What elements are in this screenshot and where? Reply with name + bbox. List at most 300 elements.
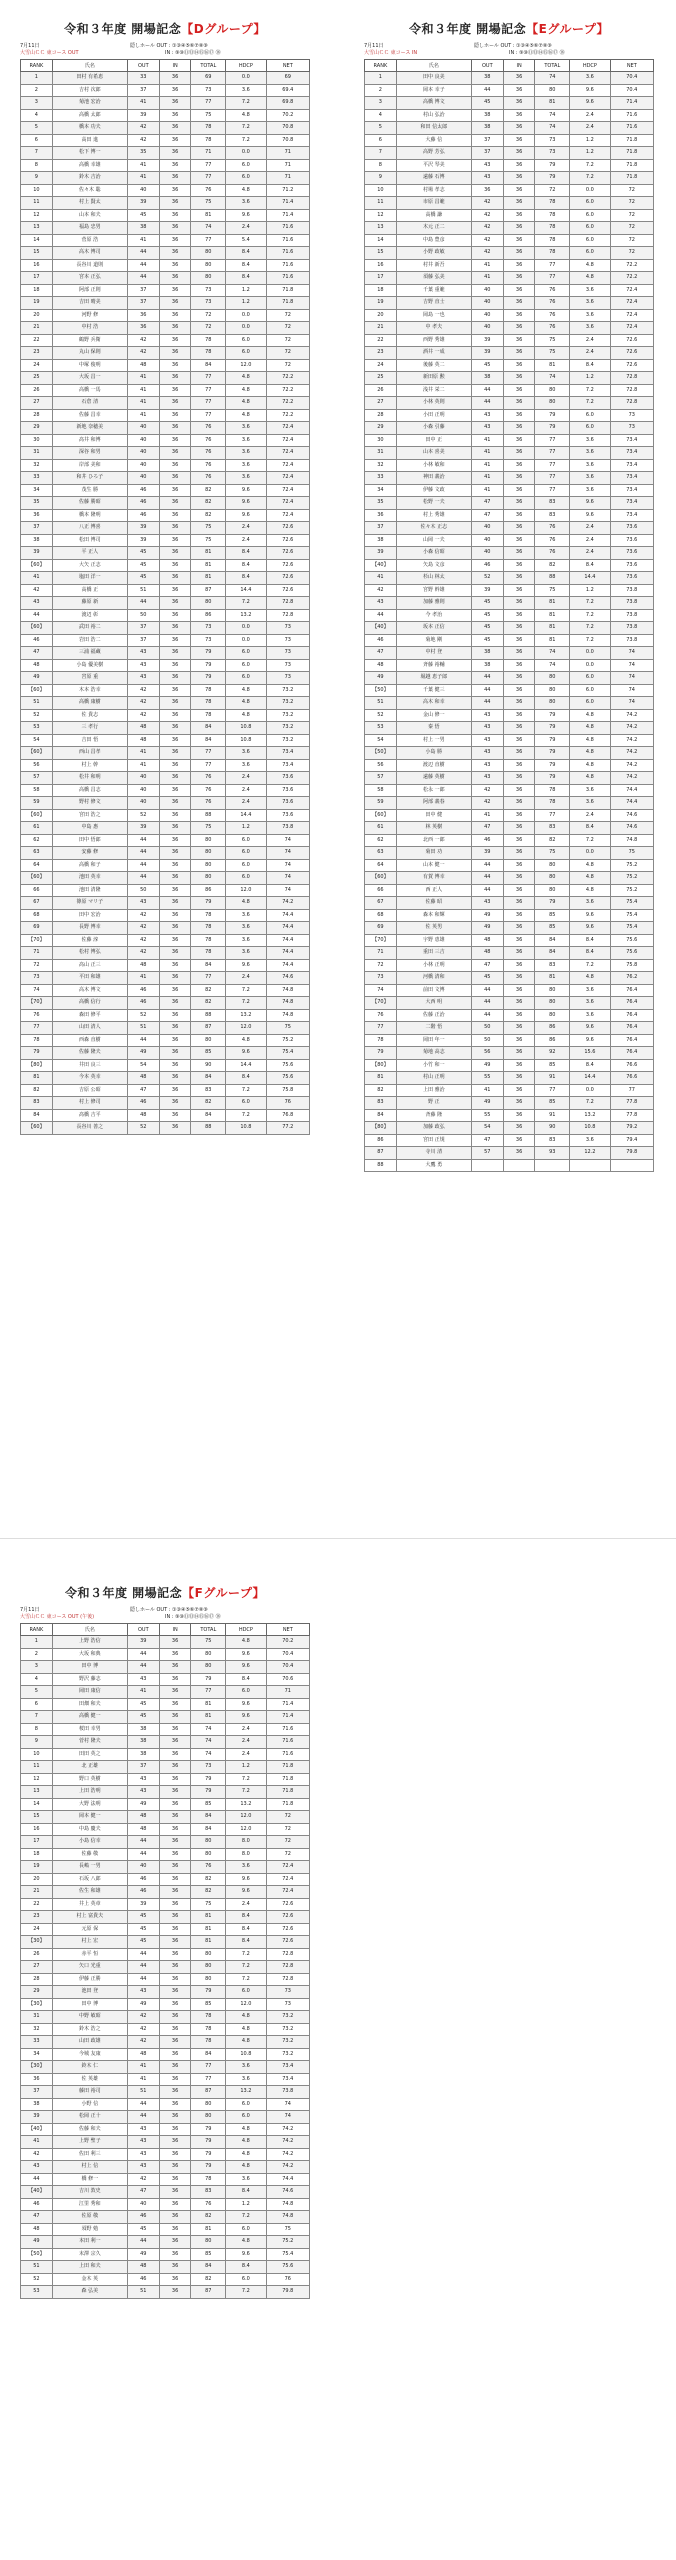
table-cell: 72.6 xyxy=(266,534,309,547)
table-cell: 42 xyxy=(471,209,503,222)
table-cell: 2.4 xyxy=(570,522,610,535)
table-cell: 53 xyxy=(21,722,53,735)
table-cell: 43 xyxy=(471,759,503,772)
table-row xyxy=(365,722,654,735)
table-cell: 71.4 xyxy=(266,1711,309,1724)
table-cell: 46 xyxy=(127,2273,159,2286)
table-row xyxy=(21,1986,310,1999)
table-row xyxy=(21,672,310,685)
table-cell: 29 xyxy=(365,422,397,435)
table-cell: 72.6 xyxy=(266,522,309,535)
table-cell: 25 xyxy=(21,372,53,385)
table-cell: 佐藤 敬 xyxy=(52,1848,127,1861)
table-cell: 4.8 xyxy=(226,2011,266,2024)
table-cell: 高橋 一馬 xyxy=(52,384,127,397)
table-cell: 78 xyxy=(365,1034,397,1047)
table-row xyxy=(21,484,310,497)
table-cell: 41 xyxy=(21,572,53,585)
table-cell: 4.8 xyxy=(226,2123,266,2136)
table-cell: 41 xyxy=(127,384,159,397)
table-cell: 小森 信昭 xyxy=(396,547,471,560)
table-row xyxy=(21,1948,310,1961)
table-cell: 45 xyxy=(471,597,503,610)
table-cell: 47 xyxy=(471,1134,503,1147)
table-cell: 46 xyxy=(21,634,53,647)
table-cell: 36 xyxy=(159,822,191,835)
table-row xyxy=(21,297,310,310)
table-cell: 三 孝行 xyxy=(52,722,127,735)
table-cell: 44 xyxy=(127,272,159,285)
table-row xyxy=(21,1786,310,1799)
table-cell: 45 xyxy=(127,547,159,560)
course-name: 大雪山ＣＣ 東コース IN xyxy=(364,50,418,56)
table-cell: 36 xyxy=(159,897,191,910)
table-cell: 9.6 xyxy=(226,1698,266,1711)
table-cell: 茂生 勝 xyxy=(52,484,127,497)
table-cell: 39 xyxy=(127,522,159,535)
table-cell: 12 xyxy=(21,1773,53,1786)
table-row xyxy=(21,2261,310,2274)
table-cell: 72 xyxy=(365,959,397,972)
table-cell: 佐藤 正治 xyxy=(396,1009,471,1022)
table-cell: 33 xyxy=(21,472,53,485)
table-cell: 76.6 xyxy=(610,1072,653,1085)
table-cell: 80 xyxy=(535,984,570,997)
table-cell: 83 xyxy=(535,509,570,522)
table-cell: 小島 優美樹 xyxy=(52,659,127,672)
table-cell: 40 xyxy=(471,297,503,310)
table-row xyxy=(21,2161,310,2174)
table-cell: 【80】 xyxy=(365,1122,397,1135)
table-cell: 36 xyxy=(159,1911,191,1924)
table-cell: 0.0 xyxy=(226,147,266,160)
table-cell: 3.6 xyxy=(570,797,610,810)
table-row xyxy=(365,1072,654,1085)
table-cell: 6.0 xyxy=(226,859,266,872)
table-cell: 36 xyxy=(159,722,191,735)
table-cell: 76 xyxy=(191,434,226,447)
table-cell: 菅村 隆夫 xyxy=(52,1736,127,1749)
table-cell: 北 正雄 xyxy=(52,1761,127,1774)
table-cell: 0.0 xyxy=(570,647,610,660)
table-cell: 西野 秀雄 xyxy=(396,334,471,347)
table-cell: 72.8 xyxy=(610,397,653,410)
table-cell: 6.0 xyxy=(226,172,266,185)
table-cell: 73.6 xyxy=(266,772,309,785)
table-cell: 46 xyxy=(127,1873,159,1886)
table-cell: 9.6 xyxy=(226,959,266,972)
table-cell: 80 xyxy=(191,1648,226,1661)
table-cell: 76.4 xyxy=(610,997,653,1010)
table-cell: 28 xyxy=(21,1973,53,1986)
table-row xyxy=(21,997,310,1010)
table-cell: 今城 友康 xyxy=(52,2048,127,2061)
table-cell: 2.4 xyxy=(226,1723,266,1736)
table-cell: 八正 博喜 xyxy=(52,522,127,535)
table-cell: 村山 弘治 xyxy=(396,109,471,122)
table-cell: 59 xyxy=(21,797,53,810)
table-row xyxy=(21,2186,310,2199)
table-row xyxy=(21,959,310,972)
table-cell: 田中 博 xyxy=(52,1661,127,1674)
table-cell: 49 xyxy=(21,672,53,685)
table-row xyxy=(21,222,310,235)
table-cell: 74.8 xyxy=(266,997,309,1010)
sheet-title xyxy=(20,20,310,37)
table-row xyxy=(365,584,654,597)
table-cell: 3.6 xyxy=(570,322,610,335)
table-cell: 36 xyxy=(503,784,535,797)
table-cell: 6.0 xyxy=(226,872,266,885)
table-row xyxy=(21,322,310,335)
title-prefix: 令和３年度 開場記念 xyxy=(408,22,527,36)
table-cell: 4.8 xyxy=(226,1636,266,1649)
table-cell: 75.6 xyxy=(266,1059,309,1072)
table-cell: 72.4 xyxy=(266,434,309,447)
table-cell: 44 xyxy=(127,872,159,885)
table-cell: 井田 良三 xyxy=(52,1059,127,1072)
table-cell: 77 xyxy=(191,172,226,185)
table-row xyxy=(21,1848,310,1861)
table-cell: 4.8 xyxy=(226,897,266,910)
table-cell: 髙井 和博 xyxy=(52,434,127,447)
table-cell: 78 xyxy=(191,122,226,135)
table-cell: 72.4 xyxy=(266,459,309,472)
table-cell: 36 xyxy=(159,934,191,947)
table-cell: 8.4 xyxy=(226,2186,266,2199)
table-cell: 47 xyxy=(21,647,53,660)
table-row xyxy=(365,847,654,860)
table-cell: 41 xyxy=(471,447,503,460)
table-row xyxy=(21,247,310,260)
table-row xyxy=(365,959,654,972)
table-cell: 43 xyxy=(471,172,503,185)
table-row xyxy=(365,972,654,985)
table-cell: 3.6 xyxy=(570,72,610,85)
table-cell: 木元 正二 xyxy=(396,222,471,235)
table-cell: 51 xyxy=(21,2261,53,2274)
table-cell: 36 xyxy=(159,272,191,285)
table-row xyxy=(365,1084,654,1097)
table-cell: 71.8 xyxy=(266,1798,309,1811)
table-cell: 59 xyxy=(365,797,397,810)
table-row xyxy=(365,947,654,960)
table-row xyxy=(21,2173,310,2186)
table-cell: 6.0 xyxy=(570,422,610,435)
table-cell: 16 xyxy=(21,1823,53,1836)
table-cell: 36 xyxy=(503,1034,535,1047)
table-cell: 8.4 xyxy=(226,1673,266,1686)
table-cell: 79 xyxy=(535,772,570,785)
table-cell: 79 xyxy=(535,159,570,172)
table-cell: 村上 秀雄 xyxy=(396,509,471,522)
table-cell: 2.4 xyxy=(570,547,610,560)
table-cell: 71.6 xyxy=(266,259,309,272)
table-cell: 73 xyxy=(266,622,309,635)
table-row xyxy=(21,1811,310,1824)
table-cell: 36 xyxy=(159,397,191,410)
table-cell: 72 xyxy=(266,309,309,322)
table-cell: 80 xyxy=(191,259,226,272)
table-cell: 石坂 八郎 xyxy=(52,1873,127,1886)
table-cell: 36 xyxy=(159,959,191,972)
table-row xyxy=(365,422,654,435)
table-cell: 14.4 xyxy=(570,572,610,585)
table-cell: 48 xyxy=(127,2048,159,2061)
table-cell: 5 xyxy=(21,1686,53,1699)
table-cell: 秦 悟 xyxy=(396,722,471,735)
table-cell: 77 xyxy=(191,759,226,772)
table-cell: 13.2 xyxy=(226,1009,266,1022)
table-cell: 71 xyxy=(266,159,309,172)
table-cell: 72.8 xyxy=(266,597,309,610)
table-cell: 斉藤 隆 xyxy=(396,1109,471,1122)
table-cell: 56 xyxy=(21,759,53,772)
table-cell: 79 xyxy=(535,897,570,910)
table-cell: 田中 正 xyxy=(396,434,471,447)
table-row xyxy=(365,97,654,110)
table-cell: 高木 和幸 xyxy=(396,697,471,710)
table-cell: 74 xyxy=(21,984,53,997)
table-cell: 67 xyxy=(365,897,397,910)
table-cell: 36 xyxy=(503,422,535,435)
column-header: RANK xyxy=(21,1624,53,1636)
table-cell: 71.4 xyxy=(610,97,653,110)
table-cell: 8.4 xyxy=(226,1923,266,1936)
table-cell: 4 xyxy=(21,1673,53,1686)
table-cell: 14.4 xyxy=(226,584,266,597)
table-cell: 宮田 正規 xyxy=(396,1134,471,1147)
table-cell: 75.2 xyxy=(610,884,653,897)
table-cell: 4.8 xyxy=(226,372,266,385)
table-cell: 43 xyxy=(21,597,53,610)
table-cell: 80 xyxy=(535,997,570,1010)
table-cell: 林 英樹 xyxy=(396,822,471,835)
table-cell: 20 xyxy=(21,1873,53,1886)
table-cell: 36 xyxy=(159,2248,191,2261)
table-cell: 42 xyxy=(21,584,53,597)
table-cell: 36 xyxy=(503,647,535,660)
table-cell: 10.8 xyxy=(226,1122,266,1135)
table-cell: 40 xyxy=(127,2198,159,2211)
table-cell: 4.8 xyxy=(570,259,610,272)
table-row xyxy=(21,184,310,197)
table-cell: 73 xyxy=(191,297,226,310)
table-cell: 36 xyxy=(159,122,191,135)
table-cell: 4.8 xyxy=(226,709,266,722)
table-cell: 8.4 xyxy=(226,547,266,560)
table-cell: 村上 信 xyxy=(52,2161,127,2174)
column-header: OUT xyxy=(127,1624,159,1636)
table-cell: 7.2 xyxy=(570,834,610,847)
table-cell: 西森 直樹 xyxy=(52,1034,127,1047)
table-cell: 2.4 xyxy=(570,109,610,122)
table-cell: 8.4 xyxy=(226,2261,266,2274)
table-cell: 村上 富貴夫 xyxy=(52,1911,127,1924)
table-cell: 73 xyxy=(191,84,226,97)
table-cell: 38 xyxy=(127,1748,159,1761)
table-cell: 36 xyxy=(503,847,535,860)
table-cell: 7.2 xyxy=(226,1973,266,1986)
table-cell: 70.8 xyxy=(266,122,309,135)
table-cell: 6.0 xyxy=(226,334,266,347)
table-cell: 76 xyxy=(21,1009,53,1022)
table-cell: 80 xyxy=(191,847,226,860)
table-cell: 36 xyxy=(503,234,535,247)
table-cell: 髙山 正三 xyxy=(52,959,127,972)
table-cell: 74.2 xyxy=(266,2136,309,2149)
table-cell: 36 xyxy=(159,2198,191,2211)
table-cell: 3.6 xyxy=(226,2173,266,2186)
table-cell: 36 xyxy=(503,459,535,472)
table-cell: 50 xyxy=(127,884,159,897)
table-cell: 36 xyxy=(503,372,535,385)
table-cell: 85 xyxy=(535,1059,570,1072)
table-cell: 村上 修司 xyxy=(52,1097,127,1110)
table-cell: 36 xyxy=(503,134,535,147)
table-cell: 75 xyxy=(191,522,226,535)
table-cell: 40 xyxy=(127,434,159,447)
table-row xyxy=(365,1097,654,1110)
table-cell: 71.6 xyxy=(266,272,309,285)
table-cell: 3.6 xyxy=(226,909,266,922)
table-cell: 57 xyxy=(21,772,53,785)
table-cell: 佐藤 勝昭 xyxy=(52,497,127,510)
table-cell: 【70】 xyxy=(365,997,397,1010)
table-cell: 72 xyxy=(266,322,309,335)
table-cell: 36 xyxy=(159,609,191,622)
table-cell: 49 xyxy=(471,1059,503,1072)
table-cell: 36 xyxy=(159,772,191,785)
table-cell: 71.6 xyxy=(610,122,653,135)
sheet-meta xyxy=(20,1607,310,1623)
table-cell: 橋本 隆明 xyxy=(52,509,127,522)
table-cell: 38 xyxy=(21,534,53,547)
table-cell: 田中 悟郎 xyxy=(52,834,127,847)
table-cell: 2.4 xyxy=(570,347,610,360)
table-cell: 48 xyxy=(471,947,503,960)
table-cell: 87 xyxy=(365,1147,397,1160)
table-cell: 72 xyxy=(610,184,653,197)
column-header: HDCP xyxy=(226,60,266,72)
table-row xyxy=(21,384,310,397)
table-cell: 神田 義治 xyxy=(396,472,471,485)
table-cell: 80 xyxy=(535,672,570,685)
table-cell: 76 xyxy=(535,547,570,560)
table-cell: 63 xyxy=(365,847,397,860)
table-cell: 2.4 xyxy=(226,797,266,810)
table-cell: 4 xyxy=(365,109,397,122)
table-cell: 74.2 xyxy=(266,2161,309,2174)
table-cell: 橋 修一 xyxy=(52,2173,127,2186)
table-cell: 77 xyxy=(191,97,226,110)
table-cell: 6.0 xyxy=(570,197,610,210)
table-cell: 72.6 xyxy=(266,547,309,560)
table-cell: 72.6 xyxy=(266,1936,309,1949)
column-header: TOTAL xyxy=(535,60,570,72)
table-cell: 40 xyxy=(127,784,159,797)
table-cell: 79 xyxy=(535,422,570,435)
table-cell: 47 xyxy=(471,497,503,510)
table-row xyxy=(21,497,310,510)
table-cell: 71.6 xyxy=(266,1723,309,1736)
table-cell: 75 xyxy=(535,847,570,860)
table-row xyxy=(21,1798,310,1811)
table-cell: 12.2 xyxy=(570,1147,610,1160)
table-cell: 73 xyxy=(610,422,653,435)
table-cell: 和田 信太郎 xyxy=(396,122,471,135)
table-cell: 上田 浩明 xyxy=(52,1786,127,1799)
table-cell: 74.2 xyxy=(610,734,653,747)
table-cell: 77 xyxy=(191,384,226,397)
table-cell: 76 xyxy=(191,784,226,797)
table-cell: 36 xyxy=(159,1948,191,1961)
table-row xyxy=(365,84,654,97)
table-cell: 【30】 xyxy=(21,2061,53,2074)
table-cell: 79 xyxy=(191,1786,226,1799)
table-cell: 42 xyxy=(127,684,159,697)
table-cell: 80 xyxy=(535,684,570,697)
table-row xyxy=(365,872,654,885)
table-cell: 88 xyxy=(365,1159,397,1172)
table-row xyxy=(21,409,310,422)
table-row xyxy=(21,1773,310,1786)
table-cell: 84 xyxy=(191,1109,226,1122)
table-cell: 杉山 林太 xyxy=(396,572,471,585)
table-cell: 14 xyxy=(21,1798,53,1811)
table-cell: 有賀 博幸 xyxy=(396,872,471,885)
table-row xyxy=(21,134,310,147)
table-row xyxy=(365,497,654,510)
table-cell: 36 xyxy=(503,1022,535,1035)
table-cell: 高木 博司 xyxy=(52,247,127,260)
table-cell: 71.8 xyxy=(266,284,309,297)
table-cell: 38 xyxy=(471,122,503,135)
table-cell: 【40】 xyxy=(21,2123,53,2136)
table-cell: 4.8 xyxy=(570,884,610,897)
table-cell: 9.6 xyxy=(570,497,610,510)
table-cell: 38 xyxy=(365,534,397,547)
table-cell: 83 xyxy=(535,1134,570,1147)
table-cell: 12.0 xyxy=(226,1022,266,1035)
table-cell: 48 xyxy=(365,659,397,672)
table-cell: 12 xyxy=(365,209,397,222)
table-cell: 79.8 xyxy=(610,1147,653,1160)
table-cell: 72 xyxy=(610,247,653,260)
table-cell: 田中 良美 xyxy=(396,72,471,85)
table-row xyxy=(21,347,310,360)
table-cell: 2.4 xyxy=(226,772,266,785)
table-cell: 73.4 xyxy=(610,472,653,485)
table-cell: 36 xyxy=(503,672,535,685)
table-row xyxy=(21,972,310,985)
table-cell: 矢島 文彦 xyxy=(396,559,471,572)
table-cell: 44 xyxy=(471,859,503,872)
table-cell: 72 xyxy=(266,334,309,347)
table-cell: 42 xyxy=(21,2148,53,2161)
table-cell: 78 xyxy=(535,784,570,797)
table-cell: 81 xyxy=(535,359,570,372)
table-row xyxy=(21,2136,310,2149)
table-row xyxy=(365,259,654,272)
table-cell: 36 xyxy=(503,1147,535,1160)
table-cell: 72.8 xyxy=(266,1973,309,1986)
table-cell: 4.8 xyxy=(570,972,610,985)
table-cell: 9.6 xyxy=(226,1886,266,1899)
table-cell: 岡田 年一 xyxy=(396,1034,471,1047)
table-row xyxy=(365,322,654,335)
table-cell: 高橋 昌志 xyxy=(52,784,127,797)
